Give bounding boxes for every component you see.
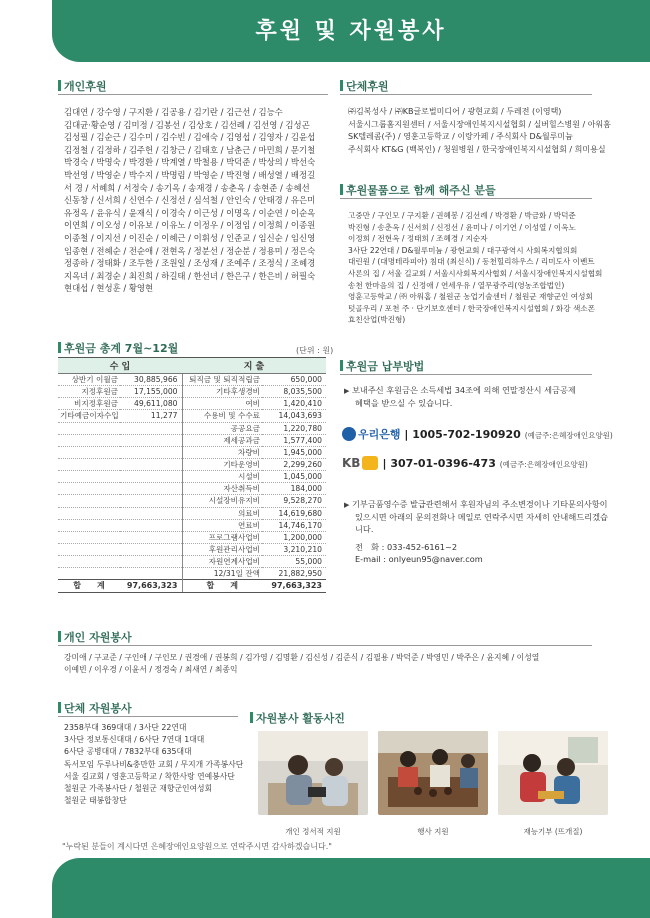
photo-emotional-support-image (258, 731, 368, 815)
expense-label: 수용비 및 수수료 (182, 410, 262, 422)
individual-volunteer-list (64, 652, 539, 677)
individual-donor-list (64, 106, 315, 295)
expense-label: 연료비 (182, 519, 262, 531)
section-marker (58, 342, 61, 353)
income-label (58, 519, 120, 531)
expense-amount: 650,000 (262, 374, 326, 386)
income-amount (120, 507, 182, 519)
expense-label: 12/31일 잔액 (182, 568, 262, 580)
donor-line: 유정옥 / 윤유식 / 윤재식 / 이경숙 / 이근성 / 이명옥 / 이순연 / 이순옥 (64, 207, 316, 218)
donor-line: 지옥녀 / 최경순 / 최진희 / 하길태 / 한선녀 / 한은구 / 한은비 / 허필숙 (64, 270, 316, 281)
income-label (58, 422, 120, 434)
bank-woori-holder: (예금주:은혜장애인요양원) (524, 431, 613, 440)
expense-label: 제세공과금 (182, 434, 262, 446)
section-photos-title: 자원봉사 활동사진 (250, 710, 345, 726)
finance-row (58, 519, 326, 531)
donor-line: 3사단 22연대 / D&월루미늄 / 광현교회 / 대구광역시 사회복지협의회 (348, 245, 578, 255)
volunteer-line: 6사단 공병대대 / 7832부대 635대대 (64, 747, 192, 757)
photo-event-support-image (378, 731, 488, 815)
finance-row (58, 483, 326, 495)
expense-label: 프로그램사업비 (182, 531, 262, 543)
donor-line: 이연희 / 이오성 / 이유보 / 이유노 / 이정우 / 이정임 / 이정희 / 이종원 (64, 220, 316, 231)
page-title: 후원 및 자원봉사 (255, 19, 447, 44)
expense-label: 자산취득비 (182, 483, 262, 495)
donor-line: 신동창 / 신서희 / 신연수 / 신정선 / 심석철 / 안인숙 / 안태경 / 유은미 (64, 195, 316, 206)
donor-line: 고중만 / 구인모 / 구지환 / 권혜봉 / 김선례 / 박경환 / 박금화 / 박덕준 (348, 211, 576, 220)
section-marker (58, 702, 61, 713)
income-label: 비지정후원금 (58, 398, 120, 410)
caption-knitting: 재능기부 (뜨개질) (523, 827, 583, 836)
section-marker (340, 80, 343, 91)
finance-row (58, 446, 326, 458)
divider (340, 198, 592, 199)
income-amount (120, 519, 182, 531)
expense-label: 의료비 (182, 507, 262, 519)
income-amount (120, 471, 182, 483)
contact-email[interactable]: E-mail : onlyeun95@naver.com (355, 554, 483, 564)
income-amount: 49,611,080 (120, 398, 182, 410)
finance-row (58, 531, 326, 543)
donor-line: 주식회사 KT&G (백복인) / 청원병원 / 한국장애인복지시설협회 / 희미용실 (348, 144, 606, 154)
expense-label: 시설장비유지비 (182, 495, 262, 507)
bank-kb: KB | 307-01-0396-473 (예금주:은혜장애인요양원) (342, 456, 588, 470)
total-label: 합 계 (58, 580, 120, 592)
income-amount (120, 543, 182, 555)
income-amount (120, 556, 182, 568)
income-label (58, 446, 120, 458)
group-volunteer-list (64, 722, 243, 807)
expense-label: 시설비 (182, 471, 262, 483)
tax-line-2: 혜택을 받으실 수 있습니다. (355, 398, 453, 408)
expense-amount: 1,577,400 (262, 434, 326, 446)
bank-kb-holder: (예금주:은혜장애인요양원) (499, 460, 588, 469)
volunteer-line: 3사단 정보통신대대 / 6사단 7연대 1대대 (64, 735, 205, 745)
donor-line: 대린원 / (대명테라피아) 침대 (최신식) / 동천힐리하우스 / 리미도사 이벤트 (348, 257, 595, 267)
expense-amount: 14,043,693 (262, 410, 326, 422)
volunteer-line: 독서모임 두루나비&충만한 교회 / 무지개 가족봉사단 (64, 759, 244, 769)
caption-emotional-support: 개인 정서적 지원 (285, 827, 341, 836)
section-marker (250, 712, 253, 723)
donor-line: 텃골우리 / 포천 주 · 단기보호센터 / 한국장애인복지시설협회 / 화강 색소폰 (348, 303, 595, 313)
income-amount (120, 446, 182, 458)
finance-row (58, 410, 326, 422)
donor-line: ㈜김복성사 / ㈜KB글로벌미디어 / 광현교회 / 두레전 (이영택) (348, 107, 562, 116)
finance-table (58, 357, 326, 593)
section-goods-donation-title: 후원물품으로 함께 해주신 분들 (340, 182, 496, 198)
expense-label: 퇴직금 및 퇴직적립금 (182, 374, 262, 386)
bank-woori-account: 1005-702-190920 (412, 428, 521, 441)
expense-amount: 1,220,780 (262, 422, 326, 434)
volunteer-line: 강미애 / 구교준 / 구인애 / 구인모 / 권경애 / 권봉희 / 김가영 / 김명환 / 김신성 / 김준식 / 김필용 / 박덕준 / 박영민 / 박주은 / 윤지혜 / 이성열 (64, 653, 540, 662)
expense-label: 공공요금 (182, 422, 262, 434)
header-banner (52, 0, 650, 62)
tax-line-1: 보내주신 후원금은 소득세법 34조에 의해 연말정산시 세금공제 (352, 385, 576, 395)
volunteer-line: 2358부대 369대대 / 3사단 22연대 (64, 723, 187, 732)
kb-star-logo-icon (362, 456, 378, 470)
donor-line: 박선영 / 박영순 / 박수지 / 박명림 / 박영순 / 박진형 / 배성열 / 배정길 (64, 169, 316, 180)
photo-knitting-image (498, 731, 608, 815)
income-label (58, 507, 120, 519)
donor-line: 김대연 / 강수영 / 구지환 / 김공용 / 김기란 / 김근선 / 김능수 (64, 107, 283, 117)
section-marker (58, 80, 61, 91)
income-amount (120, 483, 182, 495)
expense-amount: 55,000 (262, 556, 326, 568)
section-marker (58, 631, 61, 642)
income-label (58, 568, 120, 580)
section-group-donation-title: 단체후원 (340, 78, 389, 94)
finance-row (58, 568, 326, 580)
expense-amount: 1,045,000 (262, 471, 326, 483)
expense-label: 기타운영비 (182, 458, 262, 470)
expense-header: 지 출 (182, 358, 326, 374)
income-amount (120, 495, 182, 507)
total-expense: 97,663,323 (262, 580, 326, 592)
donor-line: 송천 한마음의 집 / 신정애 / 연세우유 / 열무광주리(영농조합법인) (348, 280, 565, 290)
income-amount (120, 458, 182, 470)
expense-amount: 9,528,270 (262, 495, 326, 507)
donor-line: 영훈고등학교 / ㈜ 아워홈 / 철원군 농업기술센터 / 철원군 재향군인 여성회 (348, 292, 593, 302)
finance-total-row (58, 580, 326, 592)
income-label (58, 543, 120, 555)
donor-line: 김정철 / 김정하 / 김주헌 / 김창근 / 김태호 / 남춘근 / 마민희 / 문기철 (64, 144, 316, 155)
finance-row (58, 471, 326, 483)
divider (340, 374, 592, 375)
income-label: 지정후원금 (58, 386, 120, 398)
info-line-1: 기부금품영수증 발급관련해서 후원자님의 주소변경이나 기타문의사항이 (352, 499, 608, 509)
donor-line: 임종현 / 전혜순 / 전순애 / 전현옥 / 정분선 / 정순분 / 정용미 / 정은숙 (64, 245, 316, 256)
income-header: 수 입 (58, 358, 182, 374)
photo-emotional-support (258, 731, 368, 815)
bank-kb-name: KB (342, 456, 361, 470)
expense-amount: 1,420,410 (262, 398, 326, 410)
donor-line: SK텔레콤(주) / 영훈고등학교 / 이랑카페 / 주식회사 D&월루미늄 (348, 132, 573, 142)
group-donor-list (348, 106, 611, 156)
donor-line: 김대균·황순영 / 김미정 / 김봉선 / 김상호 / 김선례 / 김선영 / 김성곤 (64, 119, 310, 130)
section-payment-title: 후원금 납부방법 (340, 358, 424, 374)
donor-line: 이정희 / 전현옥 / 정태희 / 조혜경 / 지순자 (348, 234, 488, 244)
donor-line: 서울시그룹홈지원센터 / 서울시장애인복지시설협회 / 실버힐스병원 / 아워홈 (348, 119, 611, 129)
total-income: 97,663,323 (120, 580, 182, 592)
income-label (58, 458, 120, 470)
info-line-2: 있으시면 아래의 문의전화나 메일로 연락주시면 자세히 안내해드리겠습 (355, 512, 608, 522)
income-amount (120, 422, 182, 434)
bank-woori-name: 우리은행 (358, 428, 401, 441)
expense-label: 차량비 (182, 446, 262, 458)
volunteer-line: 철원군 가족봉사단 / 철원군 재향군인여성회 (64, 784, 213, 794)
expense-amount: 21,882,950 (262, 568, 326, 580)
expense-amount: 2,299,260 (262, 458, 326, 470)
omission-note: "누락된 분들이 계시다면 은혜장애인요양원으로 연락주시면 감사하겠습니다." (62, 842, 332, 851)
income-label (58, 434, 120, 446)
income-label (58, 531, 120, 543)
expense-label: 여비 (182, 398, 262, 410)
expense-amount: 1,945,000 (262, 446, 326, 458)
income-amount: 11,277 (120, 410, 182, 422)
finance-row (58, 374, 326, 386)
income-amount: 30,885,966 (120, 374, 182, 386)
expense-amount: 14,746,170 (262, 519, 326, 531)
finance-row (58, 543, 326, 555)
caption-event-support: 행사 지원 (417, 827, 449, 836)
donor-line: 박경숙 / 박명숙 / 박경환 / 박계열 / 박철용 / 박덕준 / 박상의 / 박선숙 (64, 157, 316, 168)
income-label (58, 483, 120, 495)
bank-woori: 우리은행 | 1005-702-190920 (예금주:은혜장애인요양원) (342, 426, 613, 442)
volunteer-line: 이예빈 / 이우경 / 이윤서 / 정경숙 / 최새연 / 최종익 (64, 665, 238, 675)
donor-line: 박진형 / 송춘옥 / 신서희 / 신정선 / 윤미나 / 이기연 / 이성열 / 이옥노 (348, 222, 576, 232)
expense-amount: 184,000 (262, 483, 326, 495)
info-line-3: 니다. (355, 524, 374, 534)
divider (58, 716, 238, 717)
total-label: 합 계 (182, 580, 262, 592)
donor-line: 효친산업(박진형) (348, 315, 406, 325)
photo-event-support (378, 731, 488, 815)
woori-bank-logo-icon (342, 427, 356, 441)
triangle-bullet-icon: ▶ (344, 501, 350, 509)
income-amount (120, 568, 182, 580)
income-label (58, 495, 120, 507)
finance-row (58, 495, 326, 507)
volunteer-line: 서울 길교회 / 영훈고등학교 / 착한사랑 연예봉사단 (64, 771, 235, 781)
finance-row (58, 556, 326, 568)
triangle-bullet-icon: ▶ (344, 387, 350, 395)
expense-label: 기타후생경비 (182, 386, 262, 398)
income-amount (120, 531, 182, 543)
donor-line: 현대섭 / 현성훈 / 황영현 (64, 283, 154, 294)
donor-line: 정종하 / 정태화 / 조두한 / 조원일 / 조성재 / 조예주 / 조정식 / 조혜경 (64, 258, 316, 269)
donor-line: 서 경 / 서혜희 / 서정숙 / 송기옥 / 송재경 / 송춘옥 / 송현준 / 송혜선 (64, 182, 310, 193)
income-label (58, 471, 120, 483)
expense-label: 후원관리사업비 (182, 543, 262, 555)
section-individual-volunteer-title: 개인 자원봉사 (58, 629, 132, 645)
receipt-info (344, 498, 608, 565)
finance-row (58, 458, 326, 470)
finance-row (58, 434, 326, 446)
expense-amount: 3,210,210 (262, 543, 326, 555)
section-finance-title: 후원금 총계 7월~12월 (58, 340, 178, 356)
finance-header-row (58, 358, 326, 374)
income-amount: 17,155,000 (120, 386, 182, 398)
income-label: 기타예금이자수입 (60, 411, 119, 421)
finance-row (58, 398, 326, 410)
income-label: 상반기 이월금 (58, 374, 120, 386)
expense-label: 자원연계사업비 (182, 556, 262, 568)
expense-amount: 14,619,680 (262, 507, 326, 519)
tax-benefit-note (344, 384, 576, 409)
photo-knitting (498, 731, 608, 815)
expense-amount: 1,200,000 (262, 531, 326, 543)
goods-donor-list (348, 210, 602, 326)
finance-row (58, 386, 326, 398)
finance-row (58, 422, 326, 434)
section-individual-donation-title: 개인후원 (58, 78, 107, 94)
finance-row (58, 507, 326, 519)
contact-phone: 전 화 : 033-452-6161~2 (355, 542, 458, 552)
donor-line: 김성필 / 김순근 / 김수미 / 김수빈 / 김애숙 / 김영섭 / 김영자 / 김윤섭 (64, 132, 316, 143)
section-group-volunteer-title: 단체 자원봉사 (58, 700, 132, 716)
section-marker (340, 360, 343, 371)
donor-line: 사론의 집 / 서울 길교회 / 서울시사회복지사협회 / 서울시장애인복지시설협회 (348, 268, 603, 278)
donor-line: 이종철 / 이지선 / 이진순 / 이혜근 / 이휘성 / 인준교 / 임신순 / 임신영 (64, 232, 316, 243)
section-marker (340, 184, 343, 195)
bank-kb-account: 307-01-0396-473 (390, 457, 496, 470)
finance-unit: (단위 : 원) (296, 346, 334, 355)
divider (340, 94, 592, 95)
income-amount (120, 434, 182, 446)
income-label (58, 556, 120, 568)
footer-band (52, 858, 650, 918)
expense-amount: 8,035,500 (262, 386, 326, 398)
divider (58, 645, 592, 646)
divider (58, 94, 328, 95)
volunteer-line: 철원군 태봉합창단 (64, 796, 127, 806)
